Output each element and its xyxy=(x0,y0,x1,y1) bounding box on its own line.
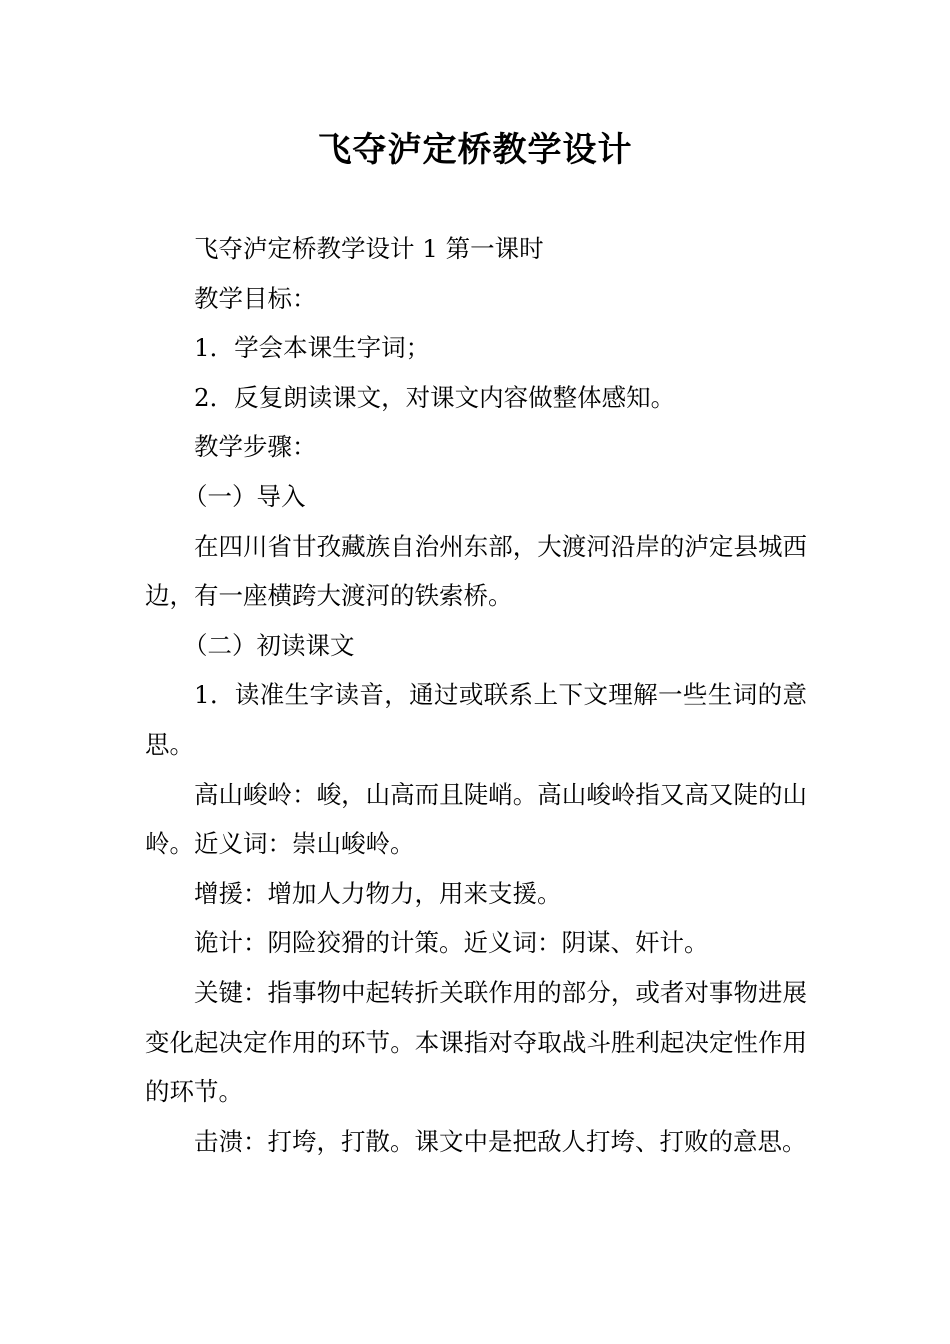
document-title: 飞夺泸定桥教学设计 xyxy=(317,130,633,170)
paragraph-vocab-zengyuan: 增援：增加人力物力，用来支援。 xyxy=(194,878,562,908)
paragraph-steps-heading: 教学步骤： xyxy=(194,432,317,462)
paragraph-objective-1: 1．学会本课生字词； xyxy=(194,333,431,363)
paragraph-vocab-guiji: 诡计：阴险狡猾的计策。近义词：阴谋、奸计。 xyxy=(194,928,709,958)
paragraph-intro-text: 在四川省甘孜藏族自治州东部，大渡河沿岸的泸定县城西边，有一座横跨大渡河的铁索桥。 xyxy=(145,531,807,611)
paragraph-vocab-guanjian: 关键：指事物中起转折关联作用的部分，或者对事物进展变化起决定作用的环节。本课指对夺取战斗胜利起决定性作用的环节。 xyxy=(145,977,807,1107)
paragraph-vocab-jikui: 击溃：打垮，打散。课文中是把敌人打垮、打败的意思。 xyxy=(194,1126,807,1156)
paragraph-objectives-heading: 教学目标： xyxy=(194,283,317,313)
paragraph-lesson-heading: 飞夺泸定桥教学设计 1 第一课时 xyxy=(194,234,544,263)
paragraph-step-reading-heading: （二）初读课文 xyxy=(182,630,355,660)
paragraph-reading-item-1: 1．读准生字读音，通过或联系上下文理解一些生词的意思。 xyxy=(145,680,807,759)
paragraph-objective-2: 2．反复朗读课文，对课文内容做整体感知。 xyxy=(194,382,676,412)
document-body xyxy=(145,224,807,1166)
paragraph-vocab-gaoshanjunling: 高山峻岭：峻，山高而且陡峭。高山峻岭指又高又陡的山岭。近义词：崇山峻岭。 xyxy=(145,779,807,859)
paragraph-step-intro-heading: （一）导入 xyxy=(182,481,306,511)
